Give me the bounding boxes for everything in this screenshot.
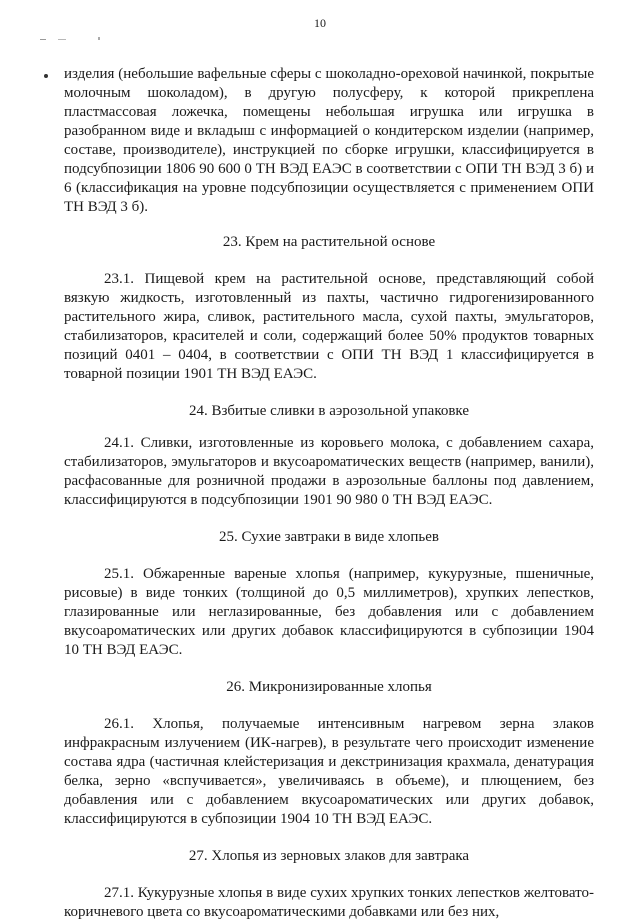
section-heading-24: 24. Взбитые сливки в аэрозольной упаковке — [188, 403, 469, 419]
paragraph-24-1: 24.1. Сливки, изготовленные из коровьего молока, с добавлением сахара, стабилизаторов, эмульгаторов и вкусоароматических веществ (например, ванили), расфасованные для розничной продажи в аэрозольные баллоны под давлением, классифицируются в подсубпозиции 1901 90 980 0 ТН ВЭД ЕАЭС. — [64, 435, 594, 508]
document-body — [64, 65, 594, 922]
scan-artifact — [40, 36, 110, 44]
section-heading-25: 25. Сухие завтраки в виде хлопьев — [219, 529, 439, 545]
page-number: 10 — [314, 16, 326, 30]
section-heading-26: 26. Микронизированные хлопья — [226, 679, 432, 695]
paragraph-continuation: изделия (небольшие вафельные сферы с шоколадно-ореховой начинкой, покрытые молочным шоколадом), в другую полусферу, к которой прикреплена пластмассовая ложечка, помещены небольшая игрушка или игрушка в разобранном виде и вкладыш с информацией о кондитерском изделии (например, составе, производителе), инструкцией по сборке игрушки, классифицируется в подсубпозиции 1806 90 600 0 ТН ВЭД ЕАЭС в соответствии с ОПИ ТН ВЭД 3 б) и 6 (классификация на уровне подсубпозиции осуществляется с применением ОПИ ТН ВЭД 3 б). — [64, 66, 594, 215]
section-heading-23: 23. Крем на растительной основе — [222, 234, 436, 250]
paragraph-26-1: 26.1. Хлопья, получаемые интенсивным нагревом зерна злаков инфракрасным излучением (ИК-нагрев), в результате чего происходит изменение состава ядра (частичная клейстеризация и декстринизация крахмала, денатурация белка, зерно «вспучивается», увеличиваясь в объеме), и плющением, без добавления или с добавлением вкусоароматических или других добавок, классифицируются в субпозиции 1904 10 ТН ВЭД ЕАЭС. — [64, 716, 594, 827]
bullet-dot-icon — [44, 74, 48, 78]
paragraph-27-1: 27.1. Кукурузные хлопья в виде сухих хрупких тонких лепестков желтовато-коричневого цвета со вкусоароматическими добавками или без них, — [64, 885, 594, 920]
paragraph-25-1: 25.1. Обжаренные вареные хлопья (например, кукурузные, пшеничные, рисовые) в виде тонких (толщиной до 0,5 миллиметров), хрупких лепестков, глазированные или неглазированные, без добавления или с добавлением вкусоароматических или других добавок классифицируются в субпозиции 1904 10 ТН ВЭД ЕАЭС. — [64, 566, 594, 658]
paragraph-23-1: 23.1. Пищевой крем на растительной основе, представляющий собой вязкую жидкость, изготовленный из пахты, частично гидрогенизированного растительного жира, сливок, растительного масла, сухой пахты, эмульгаторов, стабилизаторов, красителей и соли, содержащий более 50% продуктов товарных позиций 0401 – 0404, в соответствии с ОПИ ТН ВЭД 1 классифицируется в товарной позиции 1901 ТН ВЭД ЕАЭС. — [64, 271, 594, 382]
section-heading-27: 27. Хлопья из зерновых злаков для завтрака — [188, 848, 470, 864]
